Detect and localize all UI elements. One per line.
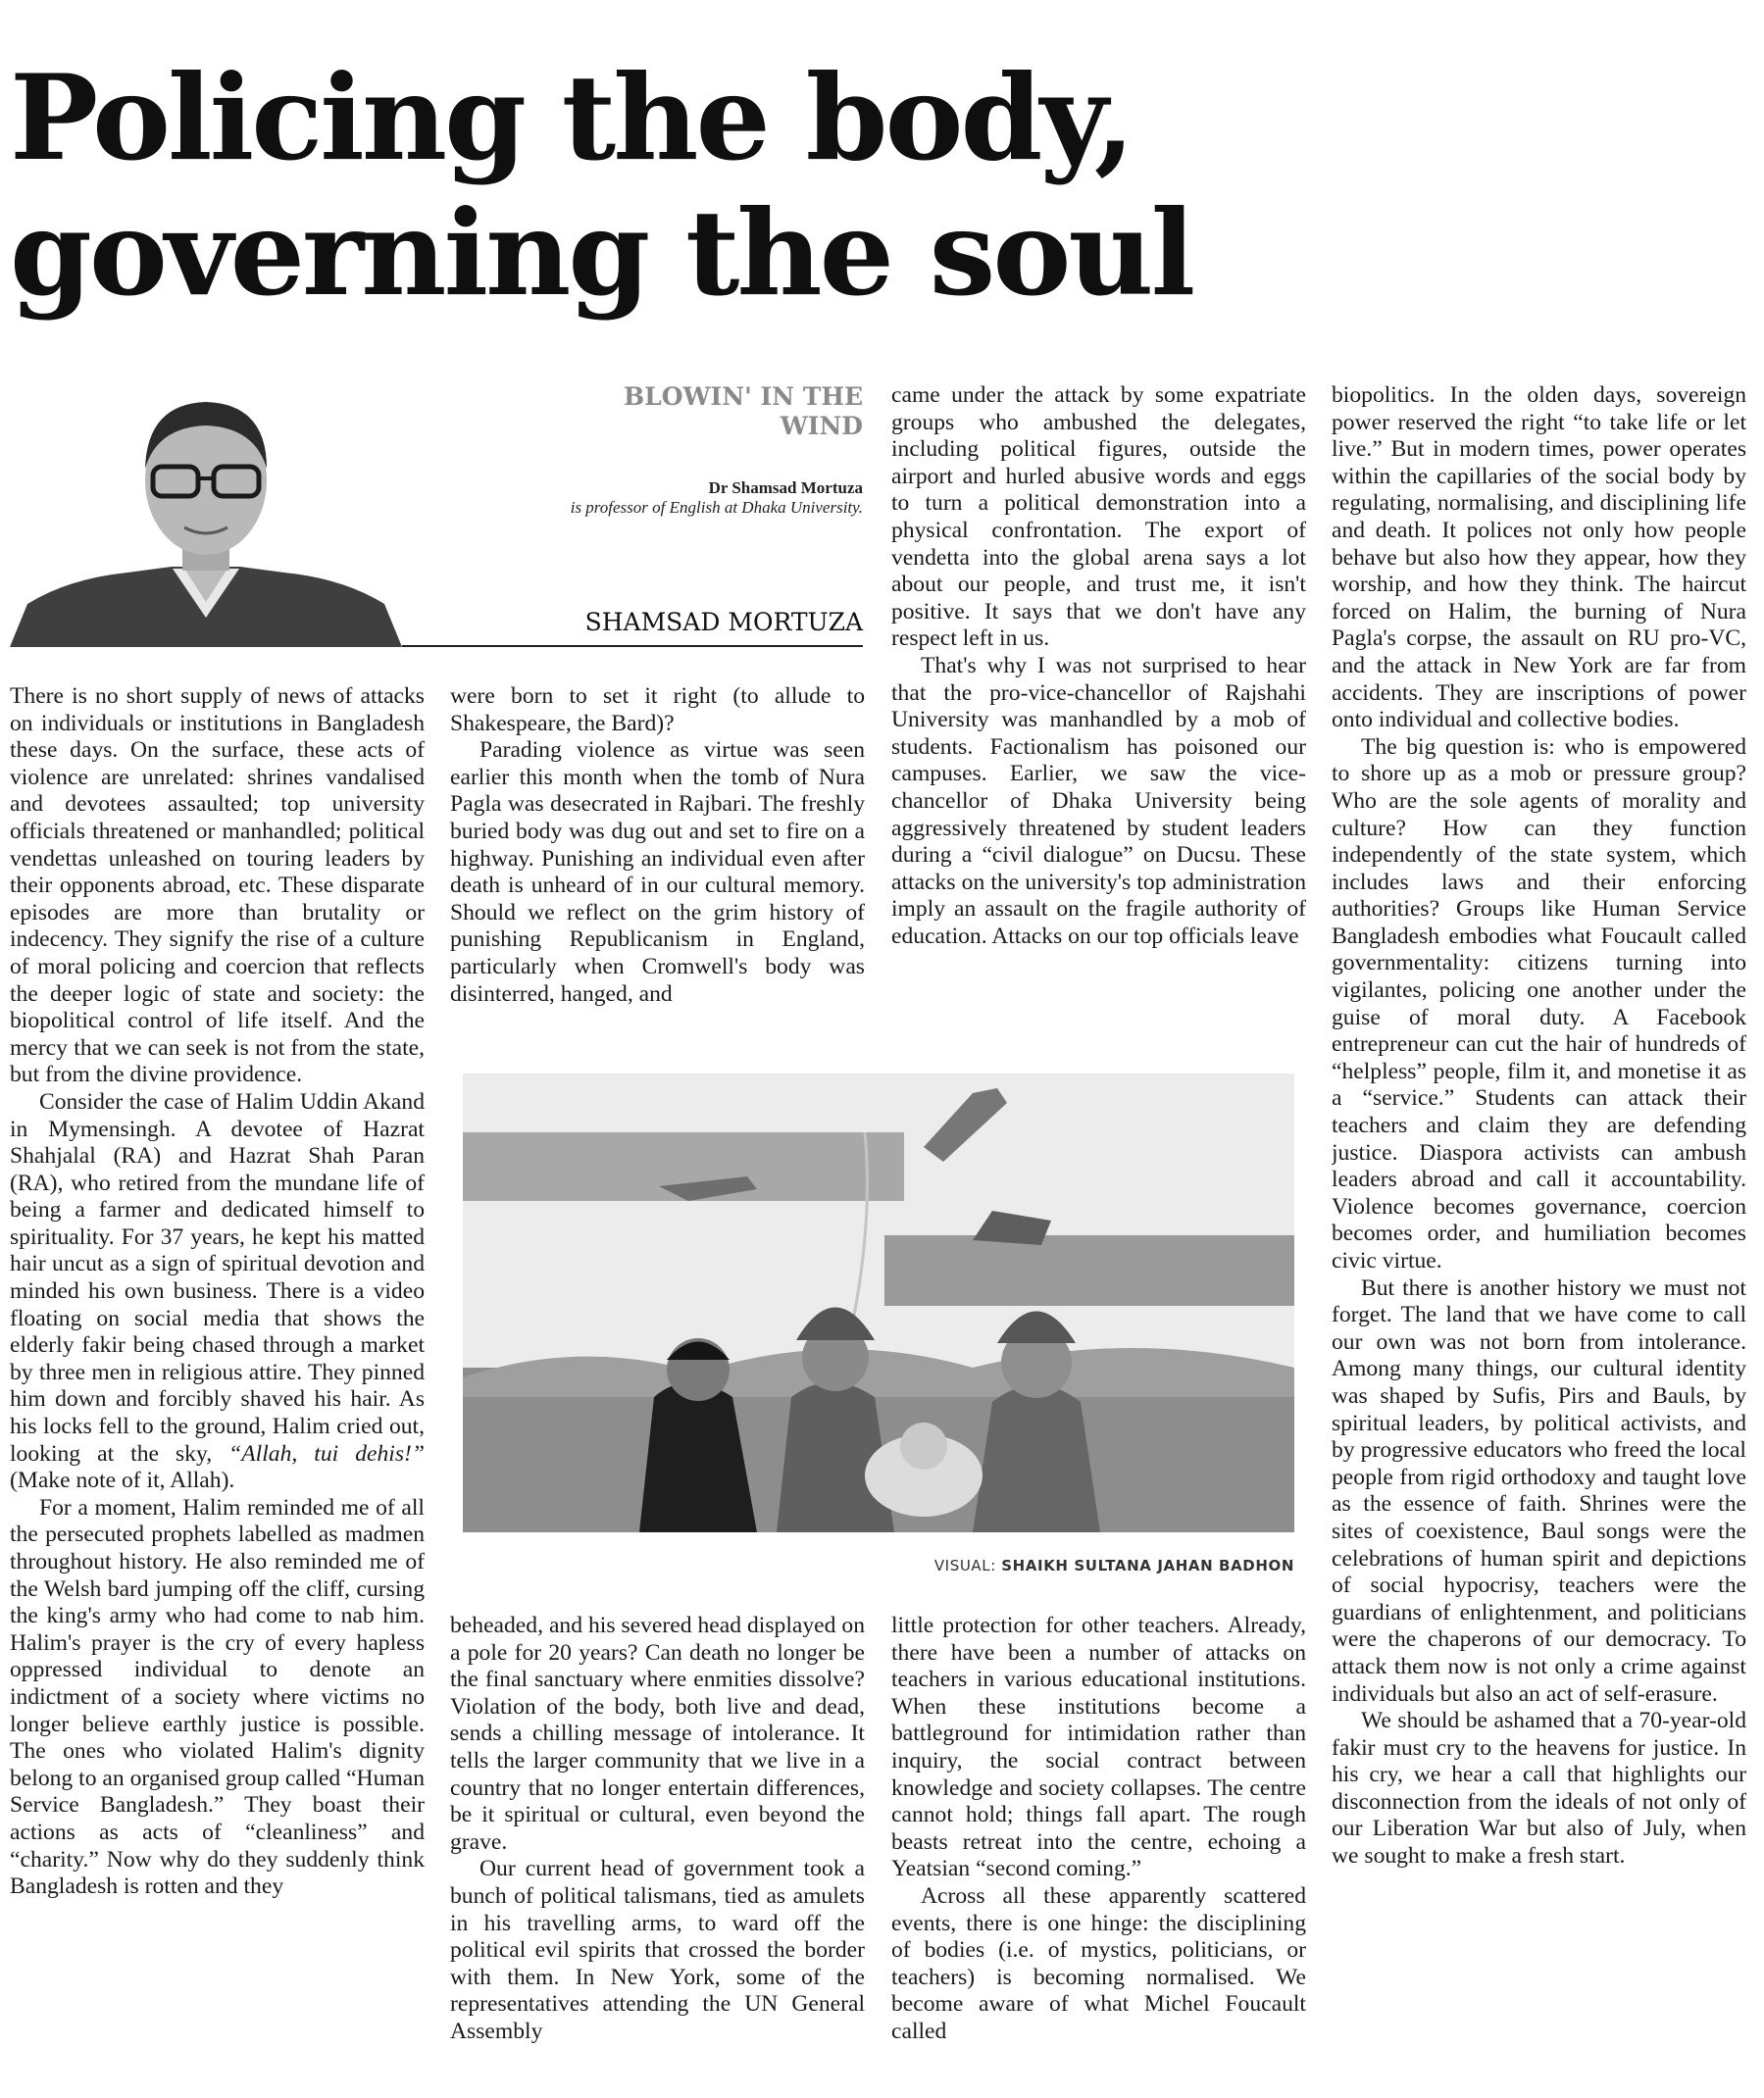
- body-column-2-top: [450, 683, 865, 1030]
- paragraph: Across all these apparently scattered events, there is one hinge: the disciplining of bodies (i.e. of mystics, politicians, or teachers) is becoming normalised. We become aware of what Michel Foucault called: [891, 1882, 1306, 2044]
- paragraph: Our current head of government took a bunch of political talismans, tied as amulets in his travelling arms, to ward off the political evil spirits that crossed the border with them. In New York, some of the representatives attending the UN General Assembly: [450, 1856, 865, 2044]
- column-name: [529, 382, 863, 441]
- article-illustration: [463, 1074, 1294, 1532]
- headline-line-2: governing the soul: [10, 184, 1193, 323]
- credit-name: SHAIKH SULTANA JAHAN BADHON: [1001, 1557, 1294, 1574]
- body-column-3-bottom: [891, 1613, 1306, 2088]
- visual-credit: [863, 1557, 1294, 1574]
- body-column-2-bottom: [450, 1613, 865, 2088]
- author-title: is professor of English at Dhaka University.: [570, 498, 863, 517]
- quote-translation: (Make note of it, Allah).: [10, 1468, 235, 1494]
- headline: [10, 51, 1383, 322]
- paragraph: The big question is: who is empowered to shore up as a mob or pressure group? Who are the sole agents of morality and culture? How can they function independently of the state system, which includes laws and their enforcing authorities? Groups like Human Service Bangladesh embodies what Foucault called governmentality: citizens turning into vigilantes, policing one another under the guise of moral duty. A Facebook entrepreneur can cut the hair of hundreds of “helpless” people, film it, and monetise it as a “service.” Students can attack their teachers and claim they are defending justice. Diaspora activists can ambush leaders abroad and call it accountability. Violence becomes governance, coercion becomes order, and humiliation becomes civic virtue.: [1332, 733, 1746, 1274]
- byline: SHAMSAD MORTUZA: [584, 608, 863, 636]
- author-info: [451, 478, 863, 518]
- column-name-line-1: BLOWIN' IN THE: [624, 382, 863, 411]
- paragraph: beheaded, and his severed head displayed on a pole for 20 years? Can death no longer be the final sanctuary where enmities dissolve? Violation of the body, both live and dead, sends a chilling message of intolerance. It tells the larger community that we live in a country that no longer entertain differences, be it spiritual or cultural, even beyond the grave.: [450, 1613, 865, 1855]
- credit-label: VISUAL:: [933, 1557, 996, 1574]
- paragraph: Parading violence as virtue was seen earlier this month when the tomb of Nura Pagla was desecrated in Rajbari. The freshly buried body was dug out and set to fire on a highway. Punishing an individual even after death is unheard of in our cultural memory. Should we reflect on the grim history of punishing Republicanism in England, particularly when Cromwell's body was disinterred, hanged, and: [450, 737, 865, 1007]
- paragraph-text: Consider the case of Halim Uddin Akand in Mymensingh. A devotee of Hazrat Shahjalal (RA) and Hazrat Shah Paran (RA), who retired from the mundane life of being a farmer and dedicated himself to spirituality. For 37 years, he kept his matted hair uncut as a sign of spiritual devotion and minded his own business. There is a video floating on social media that shows the elderly fakir being chased through a market by three men in religious attire. They pinned him down and forcibly shaved his hair. As his locks fell to the ground, Halim cried out, looking at the sky,: [10, 1088, 425, 1467]
- paragraph: There is no short supply of news of attacks on individuals or institutions in Bangladesh these days. On the surface, these acts of violence are unrelated: shrines vandalised and devotees assaulted; top university officials threatened or manhandled; political vendettas unleashed on touring leaders by their opponents abroad, etc. These disparate episodes are more than brutality or indecency. They signify the rise of a culture of moral policing and coercion that reflects the deeper logic of state and society: the biopolitical control of life itself. And the mercy that we can seek is not from the state, but from the divine providence.: [10, 683, 425, 1088]
- paragraph: came under the attack by some expatriate groups who ambushed the delegates, including political figures, outside the airport and hurled abusive words and eggs to turn a political demonstration into a physical confrontation. The export of vendetta into the global arena says a lot about our people, and trust me, it isn't positive. It says that we don't have any respect left in us.: [891, 382, 1306, 652]
- body-column-1: [10, 683, 425, 2085]
- paragraph: We should be ashamed that a 70-year-old fakir must cry to the heavens for justice. In his cry, we hear a call that highlights our disconnection from the ideals of not only of our Liberation War but also of July, when we sought to make a fresh start.: [1332, 1708, 1746, 1870]
- author-portrait: [10, 371, 402, 647]
- headline-line-1: Policing the body,: [10, 49, 1133, 187]
- paragraph: For a moment, Halim reminded me of all the persecuted prophets labelled as madmen throughout history. He also reminded me of the Welsh bard jumping off the cliff, cursing the king's army who had come to nab him. Halim's prayer is the cry of every hapless oppressed individual to denote an indictment of a society where victims no longer believe earthly justice is possible. The ones who violated Halim's dignity belong to an organised group called “Human Service Bangladesh.” They boast their actions as acts of “cleanliness” and “charity.” Now why do they suddenly think Bangladesh is rotten and they: [10, 1494, 425, 1900]
- body-column-4: [1332, 382, 1746, 2088]
- body-column-3-top: [891, 382, 1306, 1031]
- paragraph: were born to set it right (to allude to Shakespeare, the Bard)?: [450, 683, 865, 736]
- paragraph: biopolitics. In the olden days, sovereign power reserved the right “to take life or let live.” But in modern times, power operates within the capillaries of the social body by regulating, normalising, and disciplining life and death. It polices not only how people behave but also how they appear, how they worship, and how they think. The haircut forced on Halim, the burning of Nura Pagla's corpse, the assault on RU pro-VC, and the attack in New York are far from accidents. They are inscriptions of power onto individual and collective bodies.: [1332, 382, 1746, 733]
- author-name: Dr Shamsad Mortuza: [708, 478, 863, 497]
- paragraph: That's why I was not surprised to hear that the pro-vice-chancellor of Rajshahi University was manhandled by a mob of students. Factionalism has poisoned our campuses. Earlier, we saw the vice-chancellor of Dhaka University being aggressively threatened by student leaders during a “civil dialogue” on Ducsu. These attacks on the university's top administration imply an assault on the fragile authority of education. Attacks on our top officials leave: [891, 652, 1306, 949]
- quote-italic: “Allah, tui dehis!”: [228, 1440, 425, 1467]
- paragraph-with-quote: [10, 1089, 425, 1495]
- column-name-line-2: WIND: [780, 412, 863, 440]
- byline-rule: [402, 645, 863, 647]
- paragraph: little protection for other teachers. Already, there have been a number of attacks on teachers in various educational institutions. When these institutions become a battleground for intimidation rather than inquiry, the social contract between knowledge and society collapses. The centre cannot hold; things fall apart. The rough beasts retreat into the centre, echoing a Yeatsian “second coming.”: [891, 1613, 1306, 1882]
- paragraph: But there is another history we must not forget. The land that we have come to call our own was not born from intolerance. Among many things, our cultural identity was shaped by Sufis, Pirs and Bauls, by spiritual leaders, by political activists, and by progressive educators who freed the local people from rigid orthodoxy and taught love as the essence of faith. Shrines were the sites of coexistence, Baul songs were the celebrations of human spirit and depictions of social hypocrisy, teachers were the guardians of enlightenment, and politicians were the chaperons of our democracy. To attack them now is not only a crime against individuals but also an act of self-erasure.: [1332, 1274, 1746, 1707]
